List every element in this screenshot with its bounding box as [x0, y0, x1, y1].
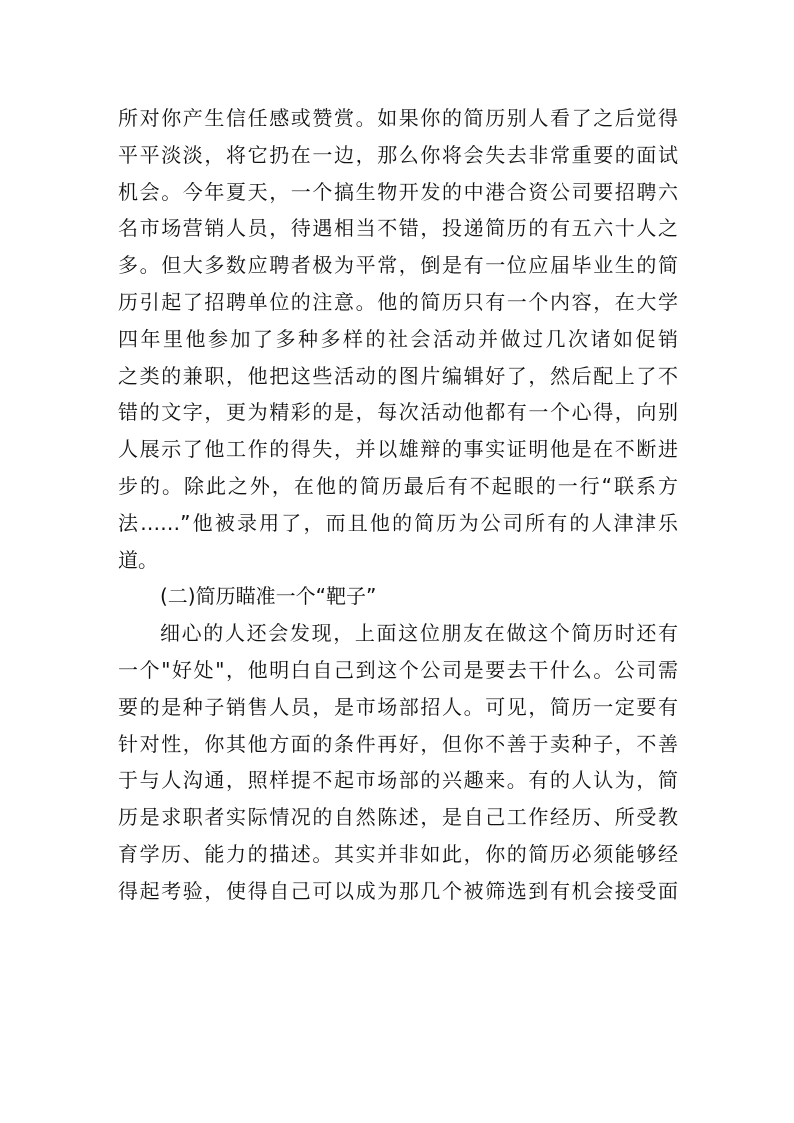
text-line: 人展示了他工作的得失，并以雄辩的事实证明他是在不断进 [118, 437, 678, 462]
text-line: 之类的兼职，他把这些活动的图片编辑好了，然后配上了不 [118, 363, 678, 388]
text-line: 所对你产生信任感或赞赏。如果你的简历别人看了之后觉得 [118, 106, 678, 130]
text-line: 于与人沟通，照样提不起市场部的兴趣来。有的人认为，简 [118, 768, 678, 793]
text-line: 名市场营销人员，待遇相当不错，投递简历的有五六十人之 [118, 216, 678, 241]
section-heading: (二)简历瞄准一个“靶子” [160, 584, 377, 609]
document-body [118, 100, 678, 910]
text-line: 步的。除此之外，在他的简历最后有不起眼的一行“联系方 [118, 473, 678, 498]
paragraph-1 [118, 100, 678, 578]
text-line: 历是求职者实际情况的自然陈述，是自己工作经历、所受教 [118, 805, 678, 830]
text-line: 得起考验，使得自己可以成为那几个被筛选到有机会接受面 [118, 878, 678, 903]
text-line: 育学历、能力的描述。其实并非如此，你的简历必须能够经 [118, 841, 678, 866]
text-line: 机会。今年夏天，一个搞生物开发的中港合资公司要招聘六 [118, 179, 678, 204]
paragraph-2 [118, 615, 678, 909]
text-line: 多。但大多数应聘者极为平常，倒是有一位应届毕业生的简 [118, 253, 678, 278]
text-line: 历引起了招聘单位的注意。他的简历只有一个内容，在大学 [118, 289, 678, 314]
text-line: 针对性，你其他方面的条件再好，但你不善于卖种子，不善 [118, 731, 678, 756]
text-line: 法……”他被录用了，而且他的简历为公司所有的人津津乐 [118, 510, 678, 535]
text-line: 要的是种子销售人员，是市场部招人。可见，简历一定要有 [118, 694, 678, 719]
text-line: 平平淡淡，将它扔在一边，那么你将会失去非常重要的面试 [118, 142, 678, 167]
text-line: 道。 [118, 547, 158, 572]
text-line: 细心的人还会发现，上面这位朋友在做这个简历时还有 [160, 621, 678, 646]
text-line: 四年里他参加了多种多样的社会活动并做过几次诸如促销 [118, 326, 678, 351]
text-line: 错的文字，更为精彩的是，每次活动他都有一个心得，向别 [118, 400, 678, 425]
text-line: 一个"好处"，他明白自己到这个公司是要去干什么。公司需 [118, 657, 678, 682]
